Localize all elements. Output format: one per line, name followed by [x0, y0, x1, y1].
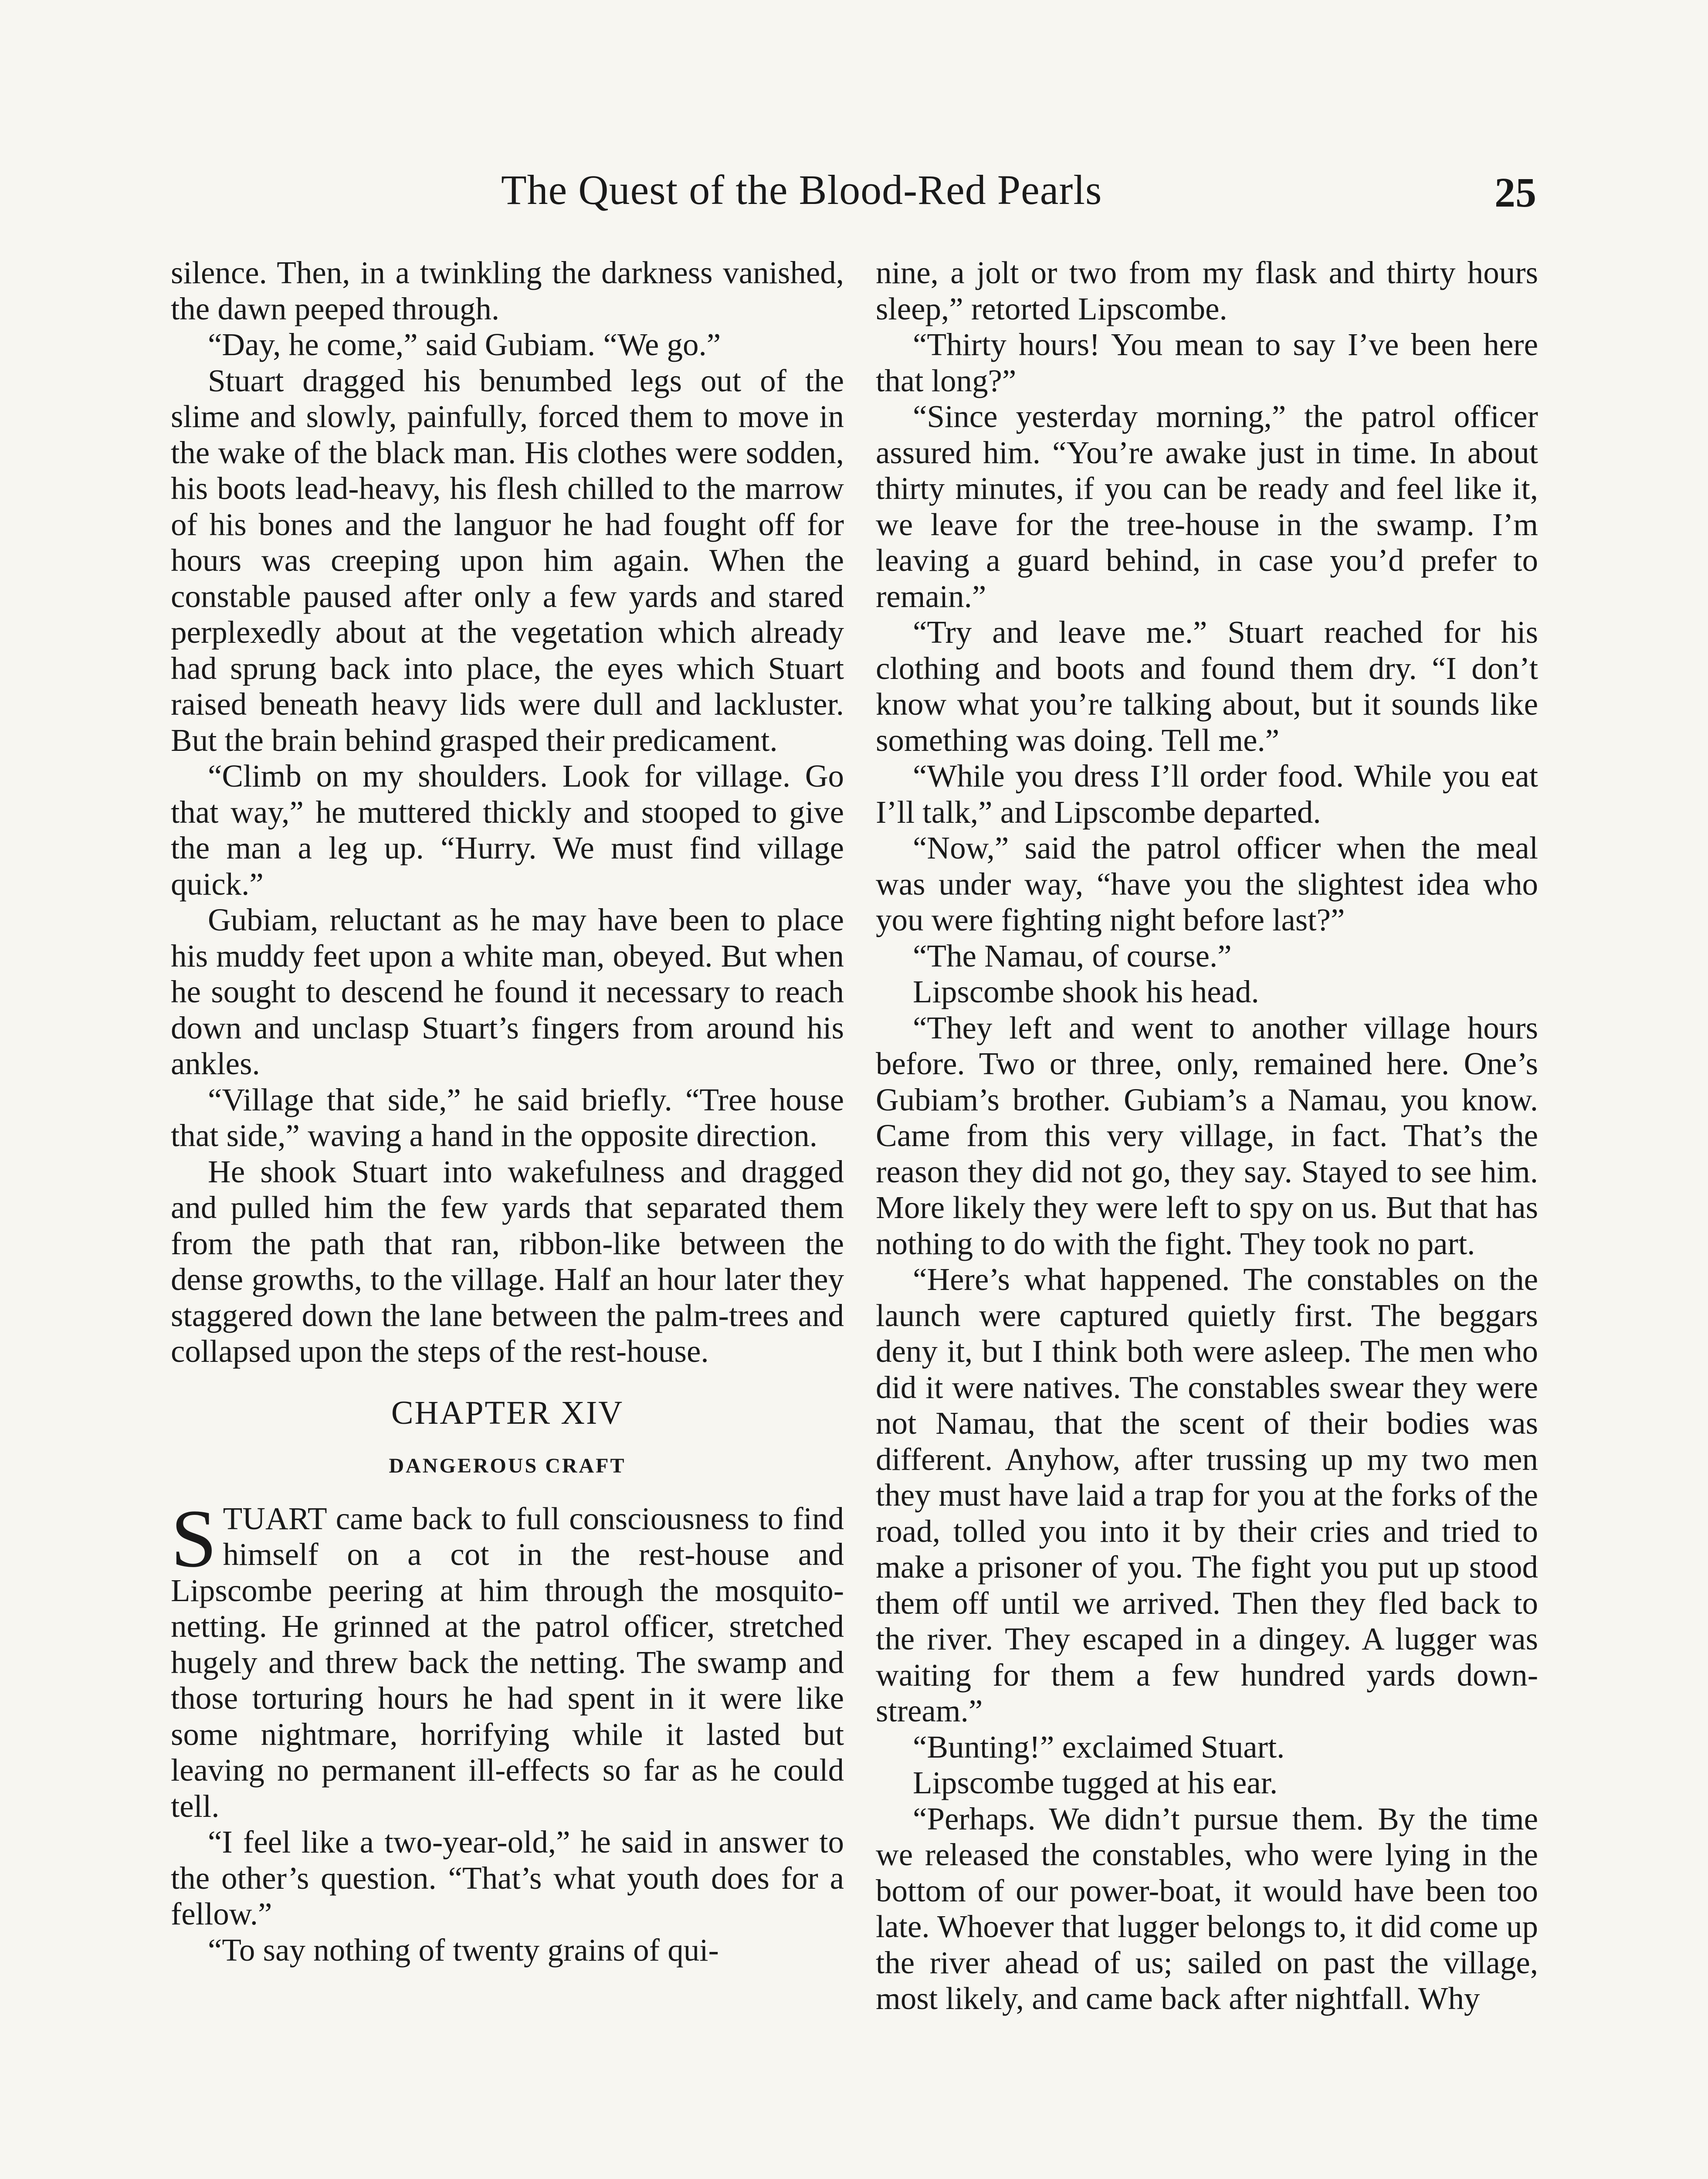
left-column	[171, 255, 844, 1968]
paragraph: “The Namau, of course.”	[913, 938, 1232, 974]
paragraph: “I feel like a two-year-old,” he said in answer to the other’s question. “That’s what youth does for a fellow.”	[171, 1824, 844, 1931]
paragraph: silence. Then, in a twinkling the darkness vanished, the dawn peeped through.	[171, 255, 844, 326]
paragraph: Lipscombe shook his head.	[913, 974, 1259, 1009]
paragraph: “Perhaps. We didn’t pursue them. By the time we released the constables, who were lying in the bottom of our power-boat, it would have been too late. Whoever that lugger belongs to, it did come up the river ahead of us; sailed on past the village, most likely, and came back after nightfall. Why	[876, 1801, 1538, 2016]
paragraph: “Here’s what happened. The constables on the launch were captured quietly first. The beggars deny it, but I think both were asleep. The men who did it were natives. The constables swear they were not Namau, that the scent of their bodies was different. Anyhow, after trussing up my two men they must have laid a trap for you at the forks of the road, tolled you into it by their cries and tried to make a prisoner of you. The fight you put up stood them off until we arrived. Then they fled back to the river. They escaped in a dingey. A lugger was waiting for them a few hundred yards downstream.”	[876, 1262, 1538, 1728]
page-number: 25	[1494, 169, 1536, 216]
chapter-subtitle: DANGEROUS CRAFT	[389, 1454, 626, 1477]
right-column	[876, 255, 1538, 2017]
chapter-opening-paragraph	[171, 1493, 844, 1825]
paragraph: “Since yesterday morning,” the patrol officer assured him. “You’re awake just in time. In about thirty minutes, if you can be ready and feel like it, we leave for the tree-house in the swamp. I’m leaving a guard behind, in case you’d prefer to remain.”	[876, 399, 1538, 614]
paragraph: Lipscombe tugged at his ear.	[913, 1765, 1278, 1800]
paragraph: nine, a jolt or two from my flask and thirty hours sleep,” retorted Lipscombe.	[876, 255, 1538, 326]
drop-cap: S	[171, 1493, 217, 1585]
paragraph: “Day, he come,” said Gubiam. “We go.”	[208, 327, 721, 362]
chapter-title: CHAPTER XIV	[391, 1394, 624, 1431]
chapter-opening-text: TUART came back to full consciousness to find himself on a cot in the rest-house and Lipscombe peering at him through the mosquito-netting. He grinned at the patrol officer, stretched hugely and threw back the netting. The swamp and those torturing hours he had spent in it were like some nightmare, horrifying while it lasted but leaving no permanent ill-effects so far as he could tell.	[171, 1500, 844, 1824]
paragraph: “Bunting!” exclaimed Stuart.	[913, 1729, 1285, 1765]
paragraph: “Climb on my shoulders. Look for village. Go that way,” he muttered thickly and stooped to give the man a leg up. “Hurry. We must find village quick.”	[171, 758, 844, 902]
paragraph: Gubiam, reluctant as he may have been to place his muddy feet upon a white man, obeyed. But when he sought to descend he found it necessary to reach down and unclasp Stuart’s fingers from around his ankles.	[171, 902, 844, 1081]
paragraph: He shook Stuart into wakefulness and dragged and pulled him the few yards that separated them from the path that ran, ribbon-like between the dense growths, to the village. Half an hour later they staggered down the lane between the palm-trees and collapsed upon the steps of the rest-house.	[171, 1154, 844, 1369]
paragraph: “Try and leave me.” Stuart reached for his clothing and boots and found them dry. “I don’t know what you’re talking about, but it sounds like something was doing. Tell me.”	[876, 614, 1538, 758]
paragraph: “To say nothing of twenty grains of qui-	[208, 1932, 719, 1968]
paragraph: “Village that side,” he said briefly. “Tree house that side,” waving a hand in the opposite direction.	[171, 1082, 844, 1153]
paragraph: “They left and went to another village hours before. Two or three, only, remained here. One’s Gubiam’s brother. Gubiam’s a Namau, you know. Came from this very village, in fact. That’s the reason they did not go, they say. Stayed to see him. More likely they were left to spy on us. But that has nothing to do with the fight. They took no part.	[876, 1010, 1538, 1261]
page-header	[0, 166, 1708, 227]
running-title: The Quest of the Blood-Red Pearls	[501, 166, 1102, 213]
paragraph: “Now,” said the patrol officer when the meal was under way, “have you the slightest idea who you were fighting night before last?”	[876, 830, 1538, 937]
paragraph: Stuart dragged his benumbed legs out of the slime and slowly, painfully, forced them to move in the wake of the black man. His clothes were sodden, his boots lead-heavy, his flesh chilled to the marrow of his bones and the languor he had fought off for hours was creeping upon him again. When the constable paused after only a few yards and stared perplexedly about at the vegetation which already had sprung back into place, the eyes which Stuart raised beneath heavy lids were dull and lackluster. But the brain behind grasped their predicament.	[171, 363, 844, 758]
paragraph: “While you dress I’ll order food. While you eat I’ll talk,” and Lipscombe departed.	[876, 758, 1538, 830]
paragraph: “Thirty hours! You mean to say I’ve been here that long?”	[876, 327, 1538, 398]
